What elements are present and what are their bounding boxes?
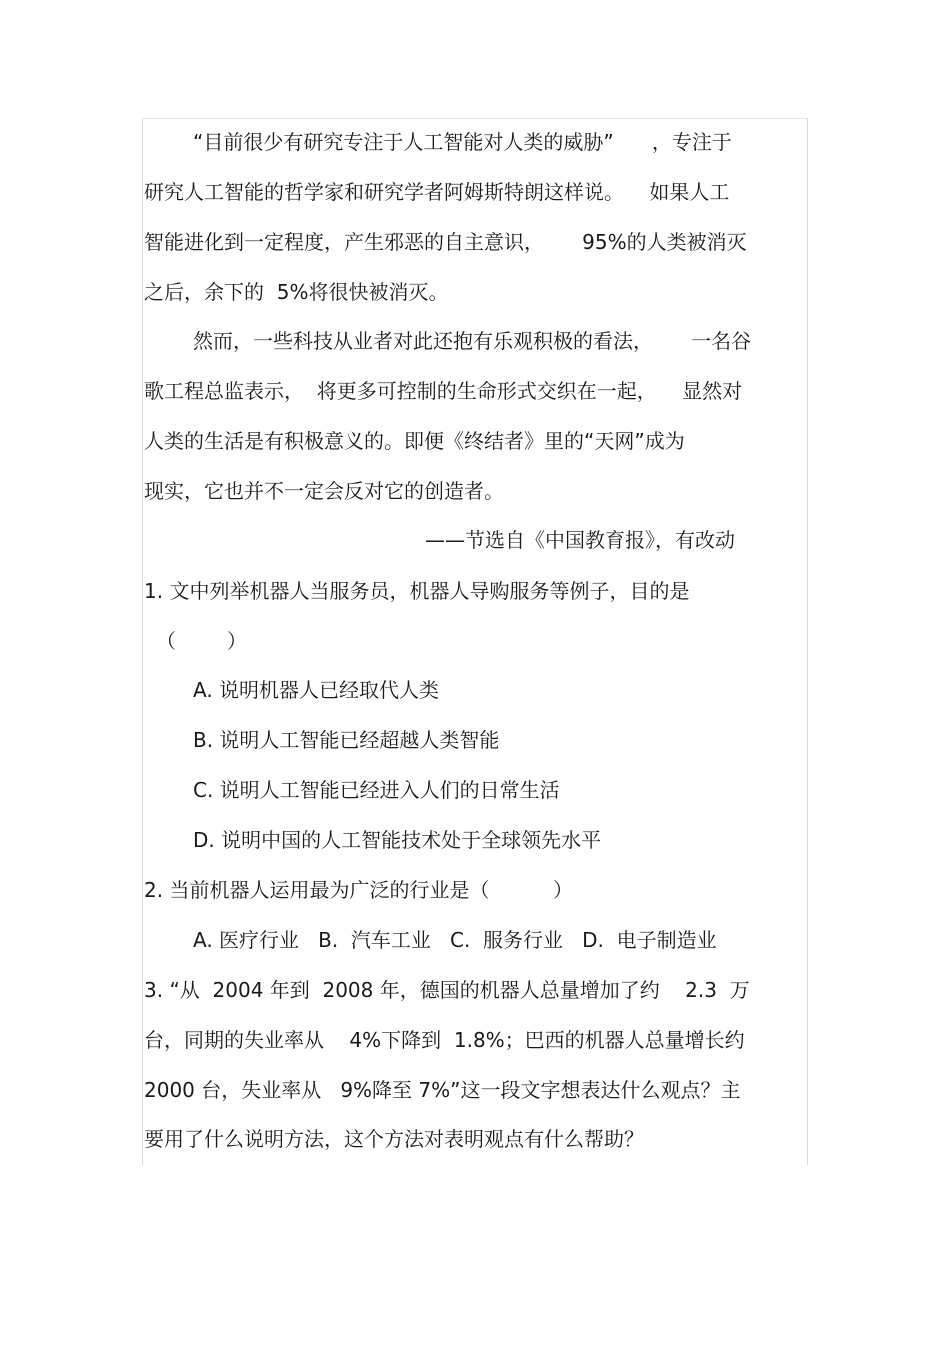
paragraph-2-line-1: 然而，一些科技从业者对此还抱有乐观积极的看法， 一名谷 [193,329,752,353]
paragraph-1-line-4: 之后，余下的 5%将很快被消灭。 [144,280,449,304]
paragraph-1-line-2: 研究人工智能的哲学家和研究学者阿姆斯特朗这样说。 如果人工 [144,180,730,204]
question-3-line-2: 台，同期的失业率从 4%下降到 1.8%；巴西的机器人总量增长约 [144,1028,745,1052]
question-1-option-b: B. 说明人工智能已经超越人类智能 [193,728,500,752]
question-3-line-4: 要用了什么说明方法，这个方法对表明观点有什么帮助？ [144,1127,644,1151]
paragraph-1-line-1: “目前很少有研究专注于人工智能对人类的威胁” ，专注于 [193,130,732,154]
question-1-option-d: D. 说明中国的人工智能技术处于全球领先水平 [193,828,602,852]
question-1-stem: 1. 文中列举机器人当服务员，机器人导购服务等例子，目的是 [144,579,690,603]
question-1-option-c: C. 说明人工智能已经进入人们的日常生活 [193,778,560,802]
source-attribution: ——节选自《中国教育报》，有改动 [425,528,735,552]
question-1-option-a: A. 说明机器人已经取代人类 [193,678,440,702]
question-3-line-3: 2000 台，失业率从 9%降至 7%”这一段文字想表达什么观点？主 [144,1078,741,1102]
question-2-stem: 2. 当前机器人运用最为广泛的行业是（ ） [144,878,574,902]
question-3-line-1: 3. “从 2004 年到 2008 年，德国的机器人总量增加了约 2.3 万 [144,978,750,1002]
question-1-answer-blank: （ ） [156,629,247,653]
paragraph-2-line-3: 人类的生活是有积极意义的。即便《终结者》里的“天网”成为 [144,429,685,453]
paragraph-2-line-4: 现实，它也并不一定会反对它的创造者。 [144,479,504,503]
paragraph-2-line-2: 歌工程总监表示， 将更多可控制的生命形式交织在一起， 显然对 [144,379,743,403]
paragraph-1-line-3: 智能进化到一定程度，产生邪恶的自主意识， 95%的人类被消灭 [144,230,747,254]
question-2-options: A. 医疗行业 B. 汽车工业 C. 服务行业 D. 电子制造业 [193,928,717,952]
